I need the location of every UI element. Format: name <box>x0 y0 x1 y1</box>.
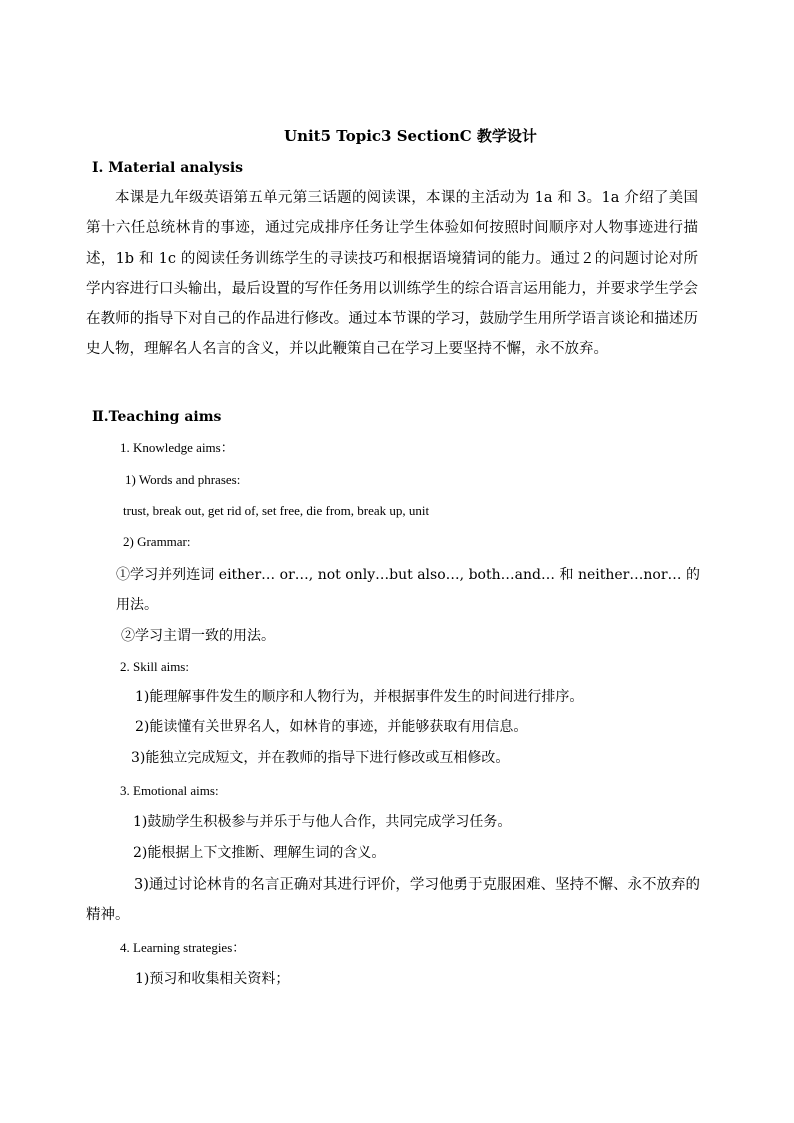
emotional-aims-label: 3. Emotional aims: <box>120 783 219 798</box>
emotional-aim-item: 1)鼓励学生积极参与并乐于与他人合作，共同完成学习任务。 <box>133 814 512 830</box>
grammar-item-2: ②学习主谓一致的用法。 <box>121 628 275 644</box>
section-heading-teaching-aims: Ⅱ.Teaching aims <box>92 409 222 425</box>
learning-strategies-label: 4. Learning strategies： <box>120 940 246 955</box>
skill-aim-item: 2)能读懂有关世界名人，如林肯的事迹，并能够获取有用信息。 <box>135 719 528 735</box>
emotional-aim-item-3: 3)通过讨论林肯的名言正确对其进行评价，学习他勇于克服困难、坚持不懈、永不放弃的精神。 <box>86 877 700 924</box>
knowledge-aims-label: 1. Knowledge aims： <box>120 440 234 455</box>
section-heading-material-analysis: Ⅰ. Material analysis <box>92 160 244 176</box>
emotional-aim-item: 2)能根据上下文推断、理解生词的含义。 <box>133 845 386 861</box>
skill-aim-item: 1)能理解事件发生的顺序和人物行为，并根据事件发生的时间进行排序。 <box>135 689 584 705</box>
grammar-item-1: ①学习并列连词 either… or…, not only…but also…, both…and… 和 neither…nor… 的用法。 <box>116 567 700 614</box>
words-phrases-label: 1) Words and phrases: <box>125 472 241 487</box>
grammar-label: 2) Grammar: <box>123 534 191 549</box>
material-analysis-paragraph: 本课是九年级英语第五单元第三话题的阅读课，本课的主活动为 1a 和 3。1a 介绍了美国第十六任总统林肯的事迹，通过完成排序任务让学生体验如何按照时间顺序对人物事迹进行描述，1b 和 1c 的阅读任务训练学生的寻读技巧和根据语境猜词的能力。通过２的问题讨论对所学内容进行口头输出，最后设置的写作任务用以训练学生的综合语言运用能力，并要求学生学会在教师的指导下对自己的作品进行修改。通过本节课的学习，鼓励学生用所学语言谈论和描述历史人物，理解名人名言的含义，并以此鞭策自己在学习上要坚持不懈，永不放弃。 <box>86 190 698 358</box>
words-phrases-list: trust, break out, get rid of, set free, die from, break up, unit <box>123 503 430 518</box>
document-title: Unit5 Topic3 SectionC 教学设计 <box>284 127 537 145</box>
skill-aims-label: 2. Skill aims: <box>120 659 189 674</box>
learning-strategy-item: 1)预习和收集相关资料； <box>135 971 290 987</box>
skill-aim-item: 3)能独立完成短文，并在教师的指导下进行修改或互相修改。 <box>131 750 510 766</box>
